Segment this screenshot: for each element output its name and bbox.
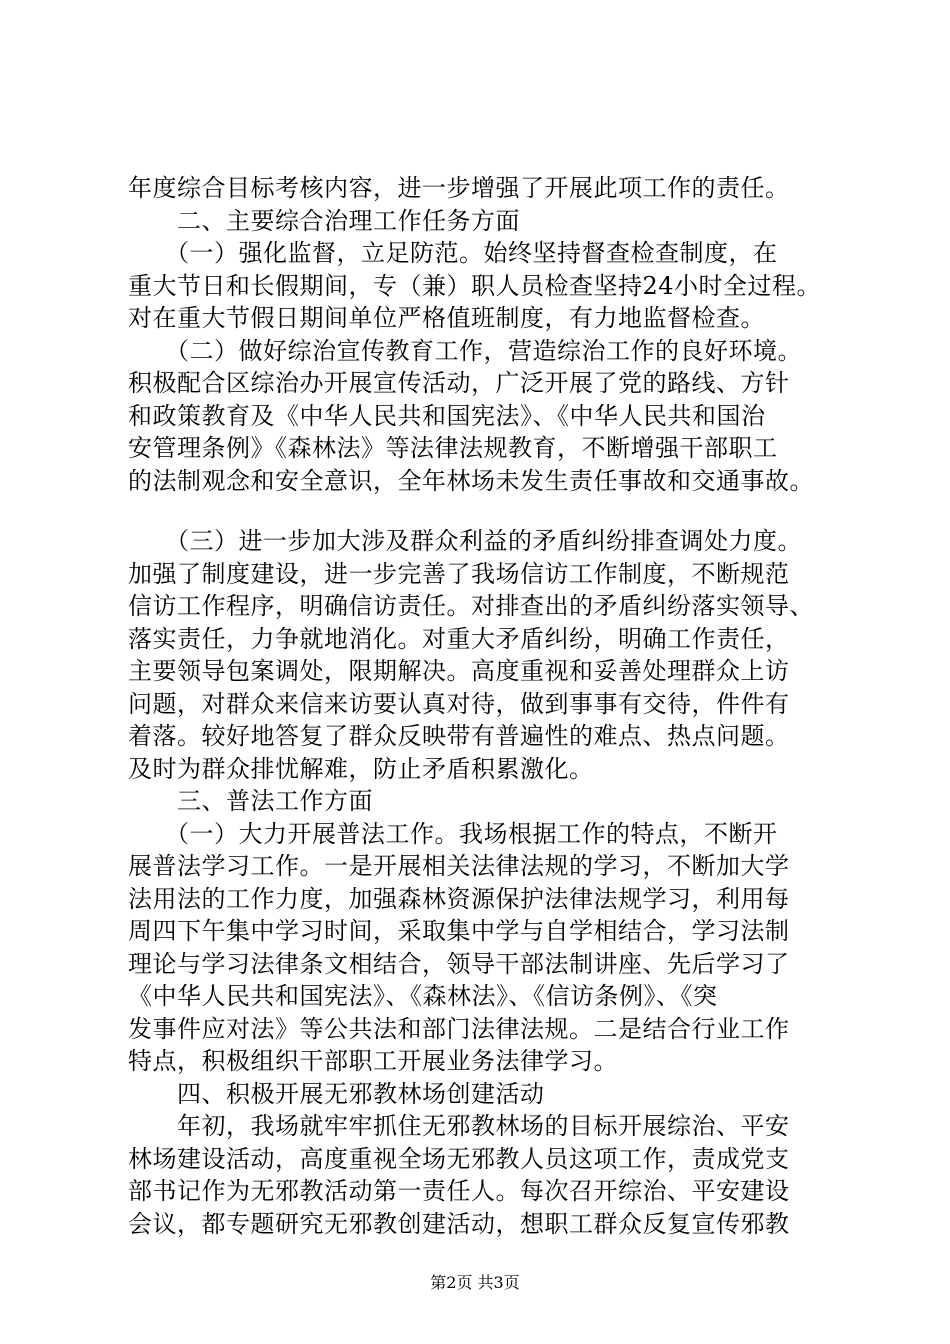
text-line: 理论与学习法律条文相结合，领导干部法制讲座、先后学习了: [128, 949, 790, 978]
text-line: 主要领导包案调处，限期解决。高度重视和妥善处理群众上访: [128, 657, 790, 685]
text-line: 林场建设活动，高度重视全场无邪教人员这项工作，责成党支: [128, 1144, 790, 1173]
text-line: 和政策教育及《中华人民共和国宪法》、《中华人民共和国治: [128, 401, 766, 430]
text-line: 及时为群众排忧解难，防止矛盾积累激化。: [128, 754, 594, 783]
text-line: 加强了制度建设，进一步完善了我场信访工作制度，不断规范: [128, 559, 790, 588]
text-line: 落实责任，力争就地消化。对重大矛盾纠纷，明确工作责任，: [128, 624, 790, 653]
text-line: 周四下午集中学习时间，采取集中学与自学相结合，学习法制: [128, 917, 790, 945]
text-line: 三、普法工作方面: [128, 787, 373, 815]
paragraph-gap: [128, 497, 843, 525]
text-line: 着落。较好地答复了群众反映带有普遍性的难点、热点问题。: [128, 722, 790, 750]
text-line: 展普法学习工作。一是开展相关法律法规的学习，不断加大学: [128, 852, 790, 880]
text-line: 部书记作为无邪教活动第一责任人。每次召开综治、平安建设: [128, 1177, 790, 1205]
page-footer: 第2页 共3页: [430, 1273, 520, 1292]
document-body: [128, 172, 843, 1240]
text-line: （一）大力开展普法工作。我场根据工作的特点，不断开: [128, 819, 778, 848]
text-line: 问题，对群众来信来访要认真对待，做到事事有交待，件件有: [128, 689, 790, 718]
text-line: 法用法的工作力度，加强森林资源保护法律法规学习，利用每: [128, 884, 790, 913]
text-line: 信访工作程序，明确信访责任。对排查出的矛盾纠纷落实领导、: [128, 592, 814, 620]
text-line: 年度综合目标考核内容，进一步增强了开展此项工作的责任。: [128, 174, 790, 202]
text-line: （一）强化监督，立足防范。始终坚持督查检查制度，在: [128, 239, 778, 267]
text-line: 特点，积极组织干部职工开展业务法律学习。: [128, 1047, 618, 1075]
text-line: 四、积极开展无邪教林场创建活动: [128, 1079, 545, 1108]
text-line: 的法制观念和安全意识，全年林场未发生责任事故和交通事故。: [128, 466, 814, 495]
text-line: 《中华人民共和国宪法》、《森林法》、《信访条例》、《突: [128, 982, 718, 1010]
text-line: 重大节日和长假期间，专（兼）职人员检查坚持24小时全过程。: [128, 271, 822, 300]
text-line: 二、主要综合治理工作任务方面: [128, 206, 520, 235]
text-line: 对在重大节假日期间单位严格值班制度，有力地监督检查。: [128, 304, 765, 332]
text-line: 年初，我场就牢牢抓住无邪教林场的目标开展综治、平安: [128, 1112, 790, 1140]
text-line: （二）做好综治宣传教育工作，营造综治工作的良好环境。: [128, 336, 802, 365]
text-line: 发事件应对法》等公共法和部门法律法规。二是结合行业工作: [128, 1014, 790, 1043]
text-line: （三）进一步加大涉及群众利益的矛盾纠纷排查调处力度。: [128, 527, 802, 555]
text-line: 积极配合区综治办开展宣传活动，广泛开展了党的路线、方针: [128, 369, 790, 397]
text-line: 安管理条例》《森林法》等法律法规教育，不断增强干部职工: [128, 434, 778, 462]
text-line: 会议，都专题研究无邪教创建活动，想职工群众反复宣传邪教: [128, 1209, 790, 1238]
